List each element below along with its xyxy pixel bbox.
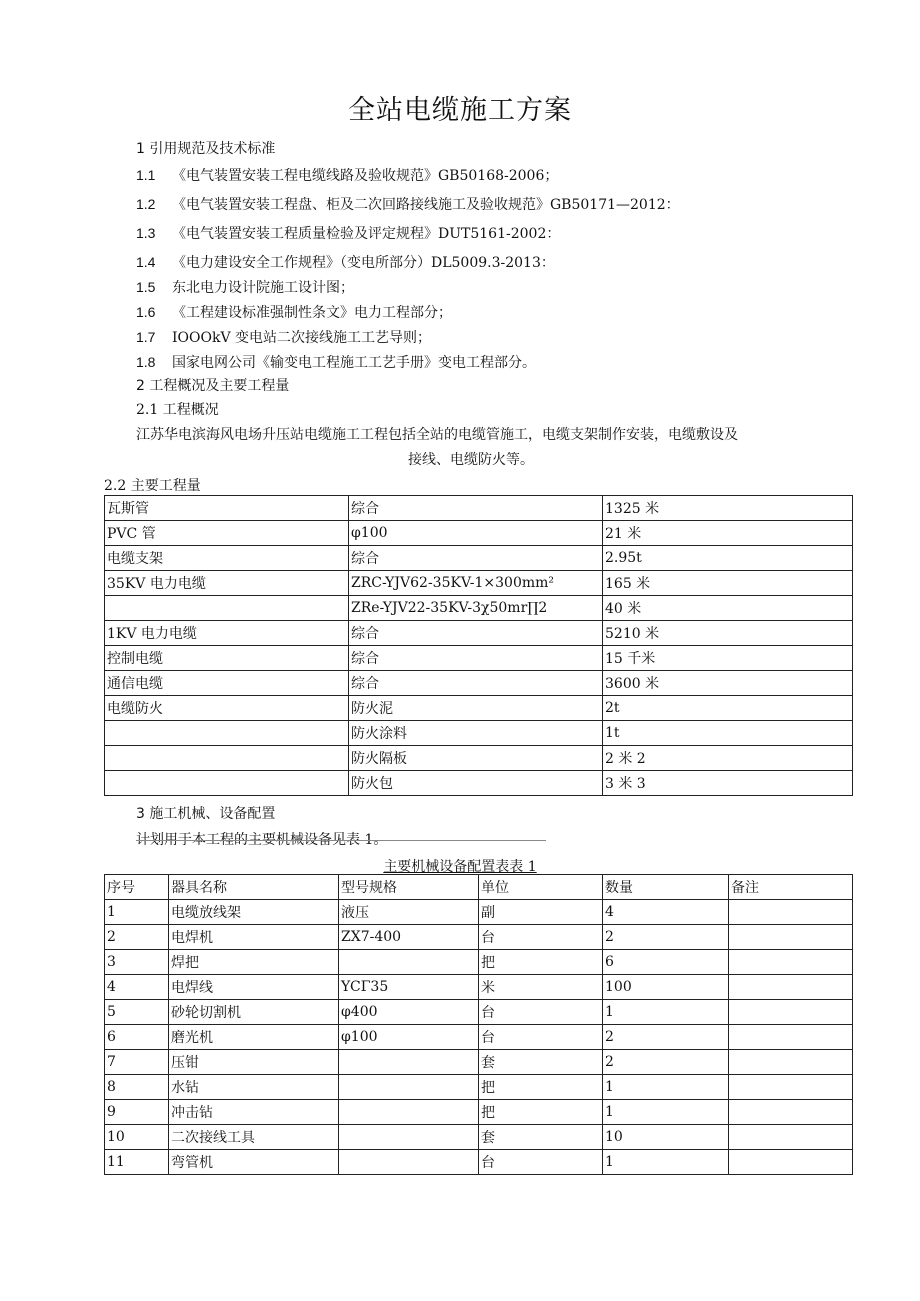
equipment-row <box>105 900 853 925</box>
quantity-cell-item: 通信电缆 <box>105 671 349 696</box>
standard-text: 《电气装置安装工程质量检验及评定规程》DUT5161-2002： <box>172 226 561 242</box>
standard-item <box>136 195 680 214</box>
quantity-cell-item <box>105 596 349 621</box>
quantity-cell-amount: 2 米 2 <box>603 746 853 771</box>
quantity-cell-amount: 2t <box>603 696 853 721</box>
quantity-cell-spec: 防火隔板 <box>349 746 603 771</box>
equipment-cell: 1 <box>603 1150 729 1175</box>
standard-item <box>136 278 354 297</box>
equipment-cell <box>729 1025 853 1050</box>
equipment-cell: YCΓ35 <box>339 975 479 1000</box>
equipment-cell: 6 <box>603 950 729 975</box>
equipment-row <box>105 1100 853 1125</box>
equipment-cell: φ400 <box>339 1000 479 1025</box>
equipment-header-cell: 单位 <box>479 875 603 900</box>
equipment-cell: 电焊线 <box>169 975 339 1000</box>
standard-text: 《电气装置安装工程电缆线路及验收规范》GB50168-2006； <box>172 168 559 184</box>
equipment-cell <box>729 1150 853 1175</box>
equipment-row <box>105 975 853 1000</box>
equipment-table-caption <box>0 856 920 876</box>
equipment-header-cell: 序号 <box>105 875 169 900</box>
standard-number: 1.6 <box>136 304 156 320</box>
equipment-cell: 副 <box>479 900 603 925</box>
equipment-header-cell: 备注 <box>729 875 853 900</box>
quantity-cell-amount: 3600 米 <box>603 671 853 696</box>
quantity-row <box>105 571 853 596</box>
quantity-cell-item: 电缆支架 <box>105 546 349 571</box>
equipment-cell: 1 <box>105 900 169 925</box>
standard-text: 《电气装置安装工程盘、柜及二次回路接线施工及验收规范》GB50171—2012： <box>172 197 680 213</box>
equipment-cell: 1 <box>603 1000 729 1025</box>
equipment-cell: 10 <box>105 1125 169 1150</box>
equipment-cell <box>339 1150 479 1175</box>
equipment-cell: 磨光机 <box>169 1025 339 1050</box>
standard-number: 1.1 <box>136 167 156 183</box>
quantity-cell-amount: 2.95t <box>603 546 853 571</box>
standard-item <box>136 224 560 243</box>
equipment-cell: 弯管机 <box>169 1150 339 1175</box>
equipment-cell: 8 <box>105 1075 169 1100</box>
equipment-cell: 焊把 <box>169 950 339 975</box>
quantity-cell-spec: 综合 <box>349 546 603 571</box>
equipment-header-cell: 数量 <box>603 875 729 900</box>
equipment-cell: 2 <box>105 925 169 950</box>
quantity-cell-item <box>105 771 349 796</box>
standard-item <box>136 253 555 272</box>
quantity-cell-amount: 1t <box>603 721 853 746</box>
equipment-cell <box>339 1075 479 1100</box>
standard-text: 东北电力设计院施工设计图； <box>172 280 354 296</box>
quantity-cell-amount: 5210 米 <box>603 621 853 646</box>
equipment-cell: 压钳 <box>169 1050 339 1075</box>
section2-heading: 2 工程概况及主要工程量 <box>136 378 290 394</box>
equipment-row <box>105 1000 853 1025</box>
equipment-cell <box>729 1075 853 1100</box>
quantity-cell-item: 35KV 电力电缆 <box>105 571 349 596</box>
standard-number: 1.8 <box>136 354 156 370</box>
equipment-cell: 4 <box>105 975 169 1000</box>
equipment-row <box>105 925 853 950</box>
equipment-cell <box>339 1125 479 1150</box>
section2-2-heading: 2.2 主要工程量 <box>104 478 201 494</box>
caption-rule <box>136 840 546 841</box>
quantity-cell-amount: 40 米 <box>603 596 853 621</box>
quantity-table <box>104 495 853 796</box>
standard-number: 1.2 <box>136 196 156 212</box>
equipment-cell: 米 <box>479 975 603 1000</box>
equipment-cell: 把 <box>479 1075 603 1100</box>
quantity-cell-amount: 3 米 3 <box>603 771 853 796</box>
equipment-cell: 电缆放线架 <box>169 900 339 925</box>
quantity-cell-spec: 综合 <box>349 671 603 696</box>
equipment-cell <box>729 1000 853 1025</box>
equipment-cell <box>729 975 853 1000</box>
quantity-cell-spec: 防火包 <box>349 771 603 796</box>
equipment-cell: 把 <box>479 1100 603 1125</box>
equipment-row <box>105 1125 853 1150</box>
equipment-cell: 台 <box>479 1025 603 1050</box>
overview-paragraph-line1: 江苏华电滨海风电场升压站电缆施工工程包括全站的电缆管施工，电缆支架制作安装，电缆敷设及 <box>136 427 738 443</box>
quantity-cell-spec: ZRe-YJV22-35KV-3χ50mr∏2 <box>349 596 603 621</box>
equipment-cell: 5 <box>105 1000 169 1025</box>
page-title: 全站电缆施工方案 <box>348 95 572 126</box>
equipment-header-cell: 型号规格 <box>339 875 479 900</box>
equipment-row <box>105 1150 853 1175</box>
section1-heading: 1 引用规范及技术标准 <box>136 141 276 157</box>
quantity-cell-item <box>105 746 349 771</box>
equipment-cell: 6 <box>105 1025 169 1050</box>
standard-number: 1.7 <box>136 329 156 345</box>
quantity-cell-spec: 防火泥 <box>349 696 603 721</box>
equipment-cell: 电焊机 <box>169 925 339 950</box>
equipment-cell: 7 <box>105 1050 169 1075</box>
equipment-header-row <box>105 875 853 900</box>
standard-number: 1.4 <box>136 254 156 270</box>
equipment-cell: 2 <box>603 1050 729 1075</box>
standard-number: 1.3 <box>136 225 156 241</box>
quantity-cell-spec: φ100 <box>349 521 603 546</box>
quantity-cell-spec: 综合 <box>349 496 603 521</box>
equipment-table <box>104 874 853 1175</box>
equipment-cell: 台 <box>479 1000 603 1025</box>
equipment-cell: 台 <box>479 1150 603 1175</box>
equipment-cell: 冲击钻 <box>169 1100 339 1125</box>
equipment-cell <box>339 1050 479 1075</box>
quantity-cell-spec: 防火涂料 <box>349 721 603 746</box>
equipment-cell <box>729 1100 853 1125</box>
standard-item <box>136 303 452 322</box>
quantity-cell-amount: 1325 米 <box>603 496 853 521</box>
quantity-row <box>105 596 853 621</box>
standard-text: 《工程建设标准强制性条文》电力工程部分； <box>172 305 452 321</box>
standard-item <box>136 353 536 372</box>
standard-text: 《电力建设安全工作规程》（变电所部分）DL5009.3-2013： <box>172 255 555 271</box>
quantity-row <box>105 546 853 571</box>
standard-text: IOOOkV 变电站二次接线施工工艺导则； <box>172 330 432 346</box>
equipment-cell: 砂轮切割机 <box>169 1000 339 1025</box>
quantity-cell-spec: 综合 <box>349 646 603 671</box>
quantity-cell-spec: 综合 <box>349 621 603 646</box>
standard-item <box>136 328 431 347</box>
section2-1-heading: 2.1 工程概况 <box>136 402 219 418</box>
equipment-cell <box>729 1125 853 1150</box>
quantity-cell-item: 控制电缆 <box>105 646 349 671</box>
caption-text: 主要机械设备配置表表 1 <box>383 859 537 875</box>
equipment-cell: 2 <box>603 1025 729 1050</box>
equipment-cell <box>729 950 853 975</box>
quantity-row <box>105 621 853 646</box>
equipment-cell: 1 <box>603 1075 729 1100</box>
equipment-cell: 二次接线工具 <box>169 1125 339 1150</box>
quantity-cell-amount: 165 米 <box>603 571 853 596</box>
equipment-cell: 11 <box>105 1150 169 1175</box>
equipment-row <box>105 950 853 975</box>
equipment-row <box>105 1050 853 1075</box>
equipment-cell <box>729 925 853 950</box>
quantity-row <box>105 721 853 746</box>
standard-number: 1.5 <box>136 279 156 295</box>
quantity-row <box>105 671 853 696</box>
equipment-cell: 套 <box>479 1125 603 1150</box>
equipment-row <box>105 1025 853 1050</box>
equipment-cell: 2 <box>603 925 729 950</box>
equipment-intro: 计划用于本工程的主要机械设备见表 1。 <box>136 832 388 848</box>
quantity-row <box>105 496 853 521</box>
quantity-row <box>105 696 853 721</box>
equipment-cell <box>729 900 853 925</box>
quantity-cell-item: 瓦斯管 <box>105 496 349 521</box>
quantity-row <box>105 771 853 796</box>
section3-heading: 3 施工机械、设备配置 <box>136 806 276 822</box>
standard-text: 国家电网公司《输变电工程施工工艺手册》变电工程部分。 <box>172 355 536 371</box>
equipment-cell <box>339 1100 479 1125</box>
quantity-cell-item: 1KV 电力电缆 <box>105 621 349 646</box>
quantity-row <box>105 646 853 671</box>
quantity-cell-amount: 21 米 <box>603 521 853 546</box>
equipment-header-cell: 器具名称 <box>169 875 339 900</box>
quantity-cell-spec: ZRC-YJV62-35KV-1×300mm² <box>349 571 603 596</box>
quantity-cell-amount: 15 千米 <box>603 646 853 671</box>
equipment-cell: 4 <box>603 900 729 925</box>
equipment-cell <box>729 1050 853 1075</box>
overview-paragraph-line2: 接线、电缆防火等。 <box>408 452 534 468</box>
equipment-cell: 套 <box>479 1050 603 1075</box>
equipment-cell <box>339 950 479 975</box>
equipment-cell: 把 <box>479 950 603 975</box>
quantity-cell-item <box>105 721 349 746</box>
equipment-cell: 台 <box>479 925 603 950</box>
quantity-cell-item: PVC 管 <box>105 521 349 546</box>
equipment-cell: ZX7-400 <box>339 925 479 950</box>
quantity-row <box>105 746 853 771</box>
equipment-cell: 9 <box>105 1100 169 1125</box>
equipment-cell: 100 <box>603 975 729 1000</box>
equipment-row <box>105 1075 853 1100</box>
equipment-cell: 10 <box>603 1125 729 1150</box>
equipment-cell: 水钻 <box>169 1075 339 1100</box>
equipment-cell: 3 <box>105 950 169 975</box>
standard-item <box>136 166 558 185</box>
equipment-cell: 1 <box>603 1100 729 1125</box>
quantity-row <box>105 521 853 546</box>
equipment-cell: φ100 <box>339 1025 479 1050</box>
equipment-cell: 液压 <box>339 900 479 925</box>
quantity-cell-item: 电缆防火 <box>105 696 349 721</box>
